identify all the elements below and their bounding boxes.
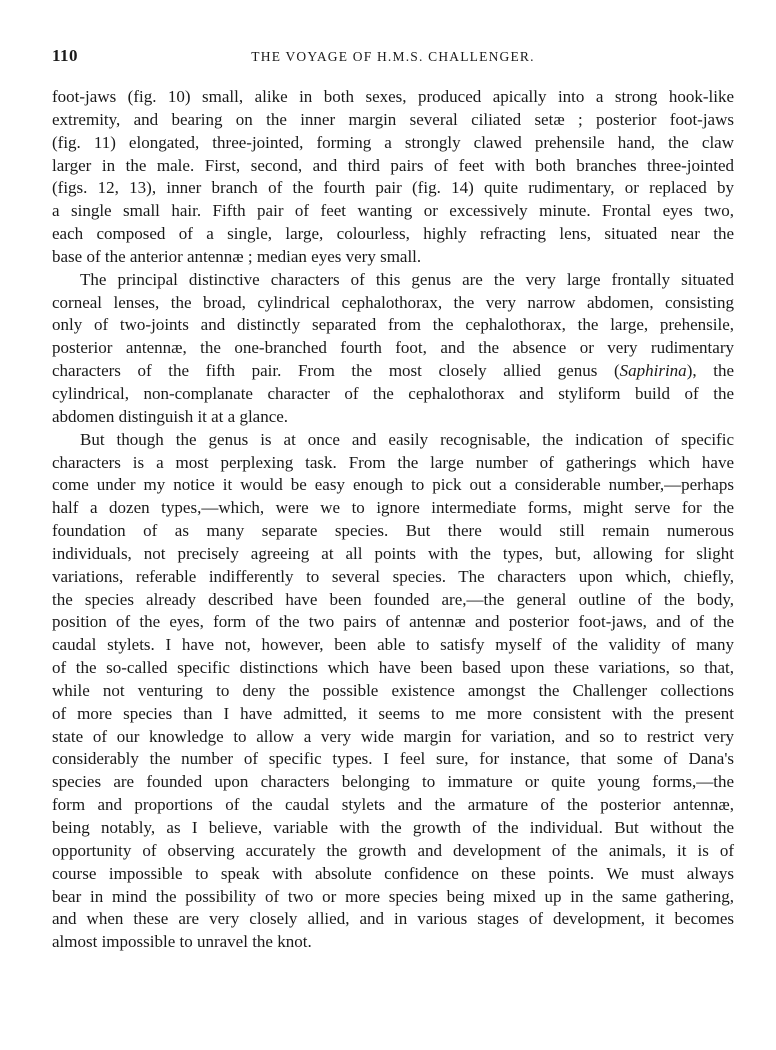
page-header	[52, 46, 734, 70]
text-line: base of the anterior antennæ ; median eyes very small.	[52, 246, 422, 266]
text-line: state of our knowledge to allow a very wide margin for variation, and so to restrict very	[52, 726, 734, 746]
text-line: a single small hair. Fifth pair of feet wanting or excessively minute. Frontal eyes two,	[52, 201, 734, 221]
text-line: the species already described have been founded are,—the general outline of the body,	[52, 589, 734, 609]
text-line: (fig. 11) elongated, three-jointed, forming a strongly clawed prehensile hand, the claw	[52, 132, 734, 152]
text-line: individuals, not precisely agreeing at all points with the types, but, allowing for slight	[52, 543, 734, 563]
text-line: come under my notice it would be easy enough to pick out a considerable number,—perhaps	[52, 475, 734, 495]
text-line: variations, referable indifferently to several species. The characters upon which, chiefly,	[52, 566, 734, 586]
text-line: characters is a most perplexing task. From the large number of gatherings which have	[52, 452, 734, 472]
text-line: position of the eyes, form of the two pairs of antennæ and posterior foot-jaws, and of the	[52, 612, 734, 632]
text-line: abdomen distinguish it at a glance.	[52, 406, 289, 426]
page-number: 110	[52, 46, 79, 65]
text-line: half a dozen types,—which, were we to ignore intermediate forms, might serve for the	[52, 498, 734, 518]
text-line: corneal lenses, the broad, cylindrical cephalothorax, the very narrow abdomen, consisting	[52, 292, 734, 312]
text-line: each composed of a single, large, colourless, highly refracting lens, situated near the	[52, 224, 734, 244]
text-line: foundation of as many separate species. But there would still remain numerous	[52, 521, 734, 541]
text-line: almost impossible to unravel the knot.	[52, 932, 312, 952]
text-line: bear in mind the possibility of two or more species being mixed up in the same gathering,	[52, 886, 734, 906]
text-line: form and proportions of the caudal stylets and the armature of the posterior antennæ,	[52, 795, 734, 815]
text-line: caudal stylets. I have not, however, been able to satisfy myself of the validity of many	[52, 635, 734, 655]
text-line: of the so-called specific distinctions which have been based upon these variations, so that,	[52, 658, 734, 678]
text-line: opportunity of observing accurately the growth and development of the animals, it is of	[52, 840, 734, 860]
text-line: course impossible to speak with absolute confidence on these points. We must always	[52, 863, 734, 883]
text-line: But though the genus is at once and easily recognisable, the indication of specific	[80, 429, 734, 449]
text-line: being notably, as I believe, variable with the growth of the individual. But without the	[52, 818, 734, 837]
text-line: only of two-joints and distinctly separated from the cephalothorax, the large, prehensile,	[52, 315, 734, 335]
text-line: foot-jaws (fig. 10) small, alike in both sexes, produced apically into a strong hook-like	[52, 87, 734, 106]
text-line: and when these are very closely allied, and in various stages of development, it becomes	[52, 909, 734, 929]
paragraph-1	[52, 86, 734, 269]
text-line: of more species than I have admitted, it seems to me more consistent with the present	[52, 703, 734, 723]
text-line: while not venturing to deny the possible existence amongst the Challenger collections	[52, 680, 734, 700]
text-line-with-italic: characters of the fifth pair. From the most closely allied genus (Saphirina), the	[52, 361, 734, 381]
paragraph-3	[52, 429, 734, 954]
paragraph-2	[52, 269, 734, 429]
text-line: posterior antennæ, the one-branched fourth foot, and the absence or very rudimentary	[52, 338, 734, 358]
text-line: larger in the male. First, second, and third pairs of feet with both branches three-jointed	[52, 155, 734, 175]
italic-genus-name: Saphirina	[619, 361, 687, 381]
text-line: The principal distinctive characters of this genus are the very large frontally situated	[80, 269, 734, 289]
text-line: considerably the number of specific types. I feel sure, for instance, that some of Dana's	[52, 749, 734, 769]
text-line: cylindrical, non-complanate character of the cephalothorax and styliform build of the	[52, 383, 734, 403]
text-line: extremity, and bearing on the inner margin several ciliated setæ ; posterior foot-jaws	[52, 109, 734, 129]
body-text	[52, 86, 734, 954]
running-title: THE VOYAGE OF H.M.S. CHALLENGER.	[251, 49, 535, 64]
text-line: (figs. 12, 13), inner branch of the fourth pair (fig. 14) quite rudimentary, or replaced by	[52, 178, 734, 198]
text-line: species are founded upon characters belonging to immature or quite young forms,—the	[52, 772, 734, 792]
